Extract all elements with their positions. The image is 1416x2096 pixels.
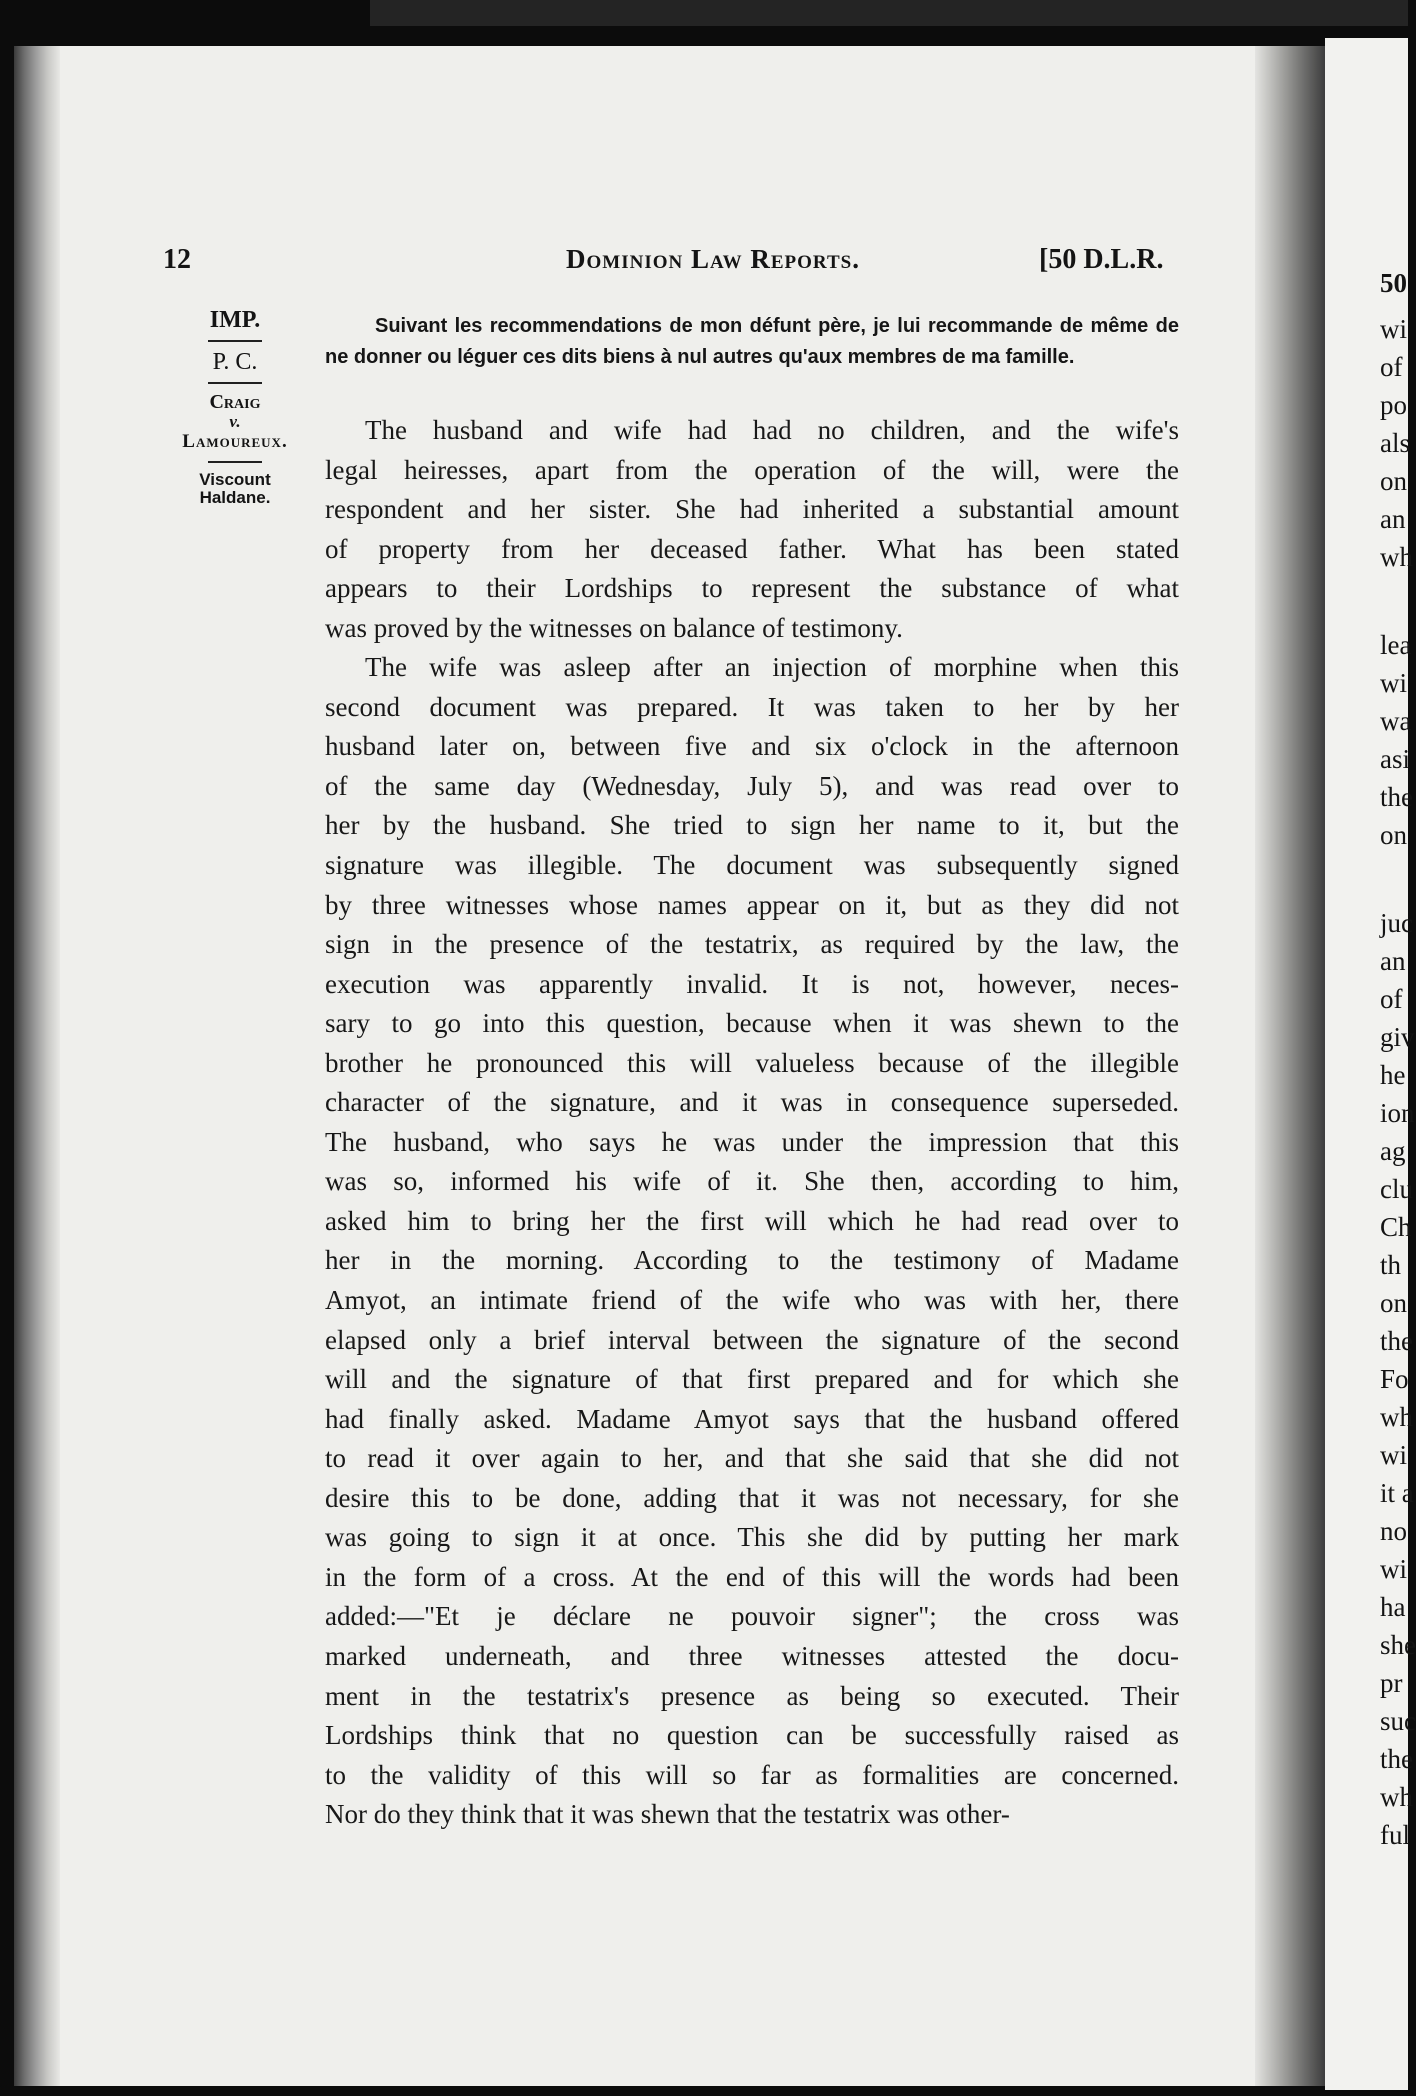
text-line: husband later on, between five and six o'clock in the afternoon bbox=[325, 731, 1179, 762]
next-page-fragment: she bbox=[1380, 1630, 1416, 1660]
text-line: second document was prepared. It was taken to her by her bbox=[325, 691, 1179, 722]
text-line: of property from her deceased father. What has been stated bbox=[325, 533, 1179, 564]
next-page-fragment: of bbox=[1380, 984, 1403, 1014]
text-line: signature was illegible. The document was subsequently signed bbox=[325, 850, 1179, 881]
text-line: ment in the testatrix's presence as being so executed. Their bbox=[325, 1680, 1179, 1711]
next-page-fragment: wh bbox=[1380, 1402, 1413, 1432]
text-line: will and the signature of that first prepared and for which she bbox=[325, 1364, 1179, 1395]
text-line: to the validity of this will so far as formalities are concerned. bbox=[325, 1759, 1179, 1790]
text-line: added:—"Et je déclare ne pouvoir signer"; the cross was bbox=[325, 1601, 1179, 1632]
next-page-edge bbox=[1325, 38, 1416, 2090]
next-page-fragment: it a bbox=[1380, 1478, 1414, 1508]
next-page-fragment: asi bbox=[1380, 744, 1410, 774]
text-line: The husband, who says he was under the impression that this bbox=[325, 1126, 1179, 1157]
margin-divider bbox=[208, 461, 262, 463]
text-line: had finally asked. Madame Amyot says that the husband offered bbox=[325, 1403, 1179, 1434]
text-line: desire this to be done, adding that it was not necessary, for she bbox=[325, 1482, 1179, 1513]
next-page-fragment: wi bbox=[1380, 668, 1407, 698]
next-page-fragment: an bbox=[1380, 946, 1406, 976]
next-page-fragment: of bbox=[1380, 352, 1403, 382]
next-page-fragment: on bbox=[1380, 820, 1407, 850]
margin-council: P. C. bbox=[212, 349, 258, 375]
margin-judge-line-2: Haldane. bbox=[199, 487, 271, 507]
margin-party-2: Lamoureux. bbox=[182, 430, 288, 452]
text-line: was proved by the witnesses on balance of testimony. bbox=[325, 612, 903, 643]
next-page-fragment: als bbox=[1380, 428, 1410, 458]
running-title: Dominion Law Reports. bbox=[566, 244, 860, 274]
text-line: her by the husband. She tried to sign her name to it, but the bbox=[325, 810, 1179, 841]
next-page-fragment: on bbox=[1380, 1288, 1407, 1318]
next-page-fragment: on bbox=[1380, 466, 1407, 496]
text-line: character of the signature, and it was in consequence superseded. bbox=[325, 1087, 1179, 1118]
next-page-fragment: no bbox=[1380, 1516, 1407, 1546]
text-line: of the same day (Wednesday, July 5), and was read over to bbox=[325, 770, 1179, 801]
text-line: respondent and her sister. She had inherited a substantial amount bbox=[325, 494, 1179, 525]
next-page-fragment: Ch bbox=[1380, 1212, 1412, 1242]
text-line: marked underneath, and three witnesses attested the docu- bbox=[325, 1640, 1179, 1671]
text-line: execution was apparently invalid. It is not, however, neces- bbox=[325, 968, 1179, 999]
text-line: Lordships think that no question can be successfully raised as bbox=[325, 1720, 1179, 1751]
text-line: appears to their Lordships to represent the substance of what bbox=[325, 573, 1179, 604]
next-page-fragment: ful bbox=[1380, 1820, 1410, 1850]
margin-divider bbox=[208, 382, 262, 384]
next-page-fragment: ag bbox=[1380, 1136, 1406, 1166]
next-page-fragment: suc bbox=[1380, 1706, 1416, 1736]
next-page-fragment: giv bbox=[1380, 1022, 1415, 1052]
text-line: Nor do they think that it was shewn that the testatrix was other- bbox=[325, 1799, 1010, 1830]
text-line: The wife was asleep after an injection of morphine when this bbox=[365, 652, 1179, 683]
next-page-fragment: juc bbox=[1380, 908, 1413, 938]
next-page-fragment: wi bbox=[1380, 314, 1407, 344]
next-page-number: 50 bbox=[1380, 268, 1407, 298]
margin-notes bbox=[160, 308, 310, 506]
scan-top-band bbox=[370, 0, 1408, 26]
next-page-fragment: th bbox=[1380, 1250, 1402, 1280]
next-page-fragment: wh bbox=[1380, 1782, 1413, 1812]
next-page-fragment: ha bbox=[1380, 1592, 1406, 1622]
fore-edge-shadow bbox=[1255, 46, 1325, 2086]
next-page-fragment: wi bbox=[1380, 1554, 1407, 1584]
text-line: was so, informed his wife of it. She then, according to him, bbox=[325, 1166, 1179, 1197]
margin-party-1: Craig bbox=[209, 391, 261, 413]
text-line: to read it over again to her, and that she said that she did not bbox=[325, 1443, 1179, 1474]
next-page-fragment: Fo bbox=[1380, 1364, 1409, 1394]
margin-judge-line-1: Viscount bbox=[199, 469, 271, 489]
text-line: asked him to bring her the first will which he had read over to bbox=[325, 1205, 1179, 1236]
text-line: her in the morning. According to the testimony of Madame bbox=[325, 1245, 1179, 1276]
margin-divider bbox=[208, 340, 262, 342]
next-page-fragment: wh bbox=[1380, 542, 1413, 572]
next-page-fragment: an bbox=[1380, 504, 1406, 534]
next-page-fragment: the bbox=[1380, 782, 1413, 812]
next-page-fragment: wi bbox=[1380, 1440, 1407, 1470]
text-line: legal heiresses, apart from the operation of the will, were the bbox=[325, 454, 1179, 485]
next-page-fragment: clu bbox=[1380, 1174, 1413, 1204]
next-page-fragment: the bbox=[1380, 1326, 1413, 1356]
quoted-will-excerpt: Suivant les recommendations de mon défunt père, je lui recommande de même de ne donner ou léguer ces dits biens à nul autres qu'aux membres de ma famille. bbox=[325, 315, 1179, 368]
text-line: sary to go into this question, because when it was shewn to the bbox=[325, 1008, 1179, 1039]
next-page-fragment: po bbox=[1380, 390, 1407, 420]
page-number: 12 bbox=[163, 244, 191, 275]
next-page-fragment: pr bbox=[1380, 1668, 1403, 1698]
volume-reference: [50 D.L.R. bbox=[1039, 244, 1164, 275]
text-line: The husband and wife had had no children, and the wife's bbox=[365, 415, 1179, 445]
text-line: in the form of a cross. At the end of this will the words had been bbox=[325, 1561, 1179, 1592]
text-line: by three witnesses whose names appear on it, but as they did not bbox=[325, 889, 1179, 920]
binding-shadow bbox=[14, 46, 60, 2086]
next-page-fragment: ion bbox=[1380, 1098, 1415, 1128]
judgment-body bbox=[325, 411, 1179, 1835]
margin-versus: v. bbox=[229, 412, 241, 431]
next-page-fragment: the bbox=[1380, 1744, 1413, 1774]
text-line: was going to sign it at once. This she did by putting her mark bbox=[325, 1522, 1179, 1553]
next-page-fragment: wa bbox=[1380, 706, 1412, 736]
next-page-fragment: lea bbox=[1380, 630, 1412, 660]
text-line: elapsed only a brief interval between the signature of the second bbox=[325, 1324, 1179, 1355]
text-line: brother he pronounced this will valueless because of the illegible bbox=[325, 1047, 1179, 1078]
margin-court: IMP. bbox=[209, 307, 261, 333]
text-line: Amyot, an intimate friend of the wife who was with her, there bbox=[325, 1285, 1179, 1316]
text-line: sign in the presence of the testatrix, as required by the law, the bbox=[325, 929, 1179, 960]
next-page-fragment: he bbox=[1380, 1060, 1406, 1090]
